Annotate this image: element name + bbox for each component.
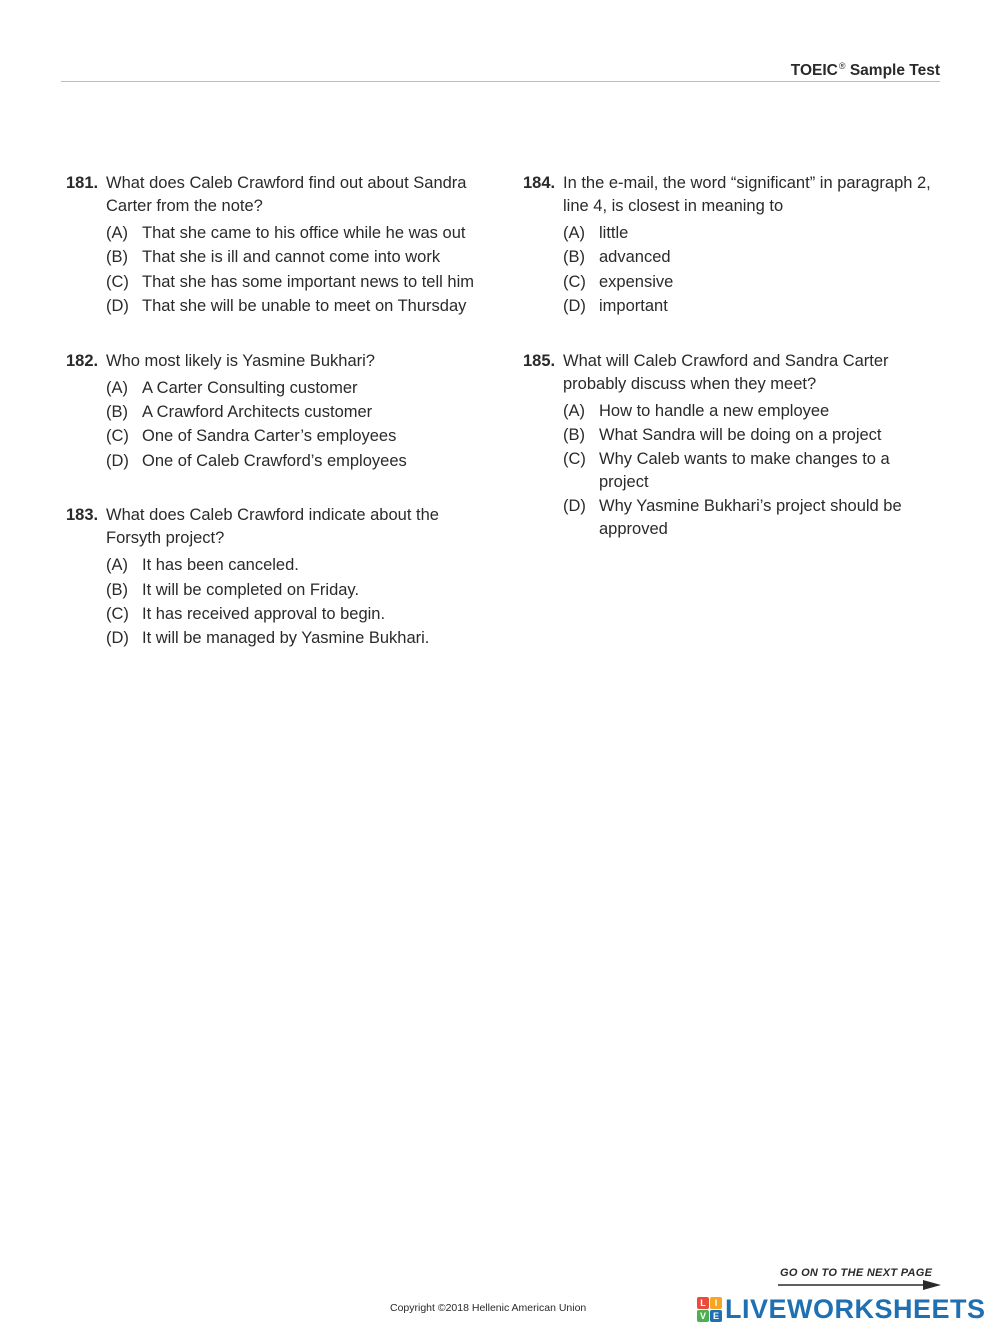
option-letter: (C) bbox=[106, 272, 129, 291]
question-block bbox=[66, 172, 486, 318]
question-number: 183. bbox=[66, 506, 99, 525]
answer-options bbox=[106, 377, 486, 473]
answer-options bbox=[563, 222, 943, 318]
option-letter: (A) bbox=[563, 224, 585, 242]
question-block bbox=[523, 350, 943, 541]
question-stem bbox=[66, 504, 486, 550]
question-text: In the e-mail, the word “significant” in paragraph 2, line 4, is closest in meaning to bbox=[563, 174, 931, 215]
question-number: 184. bbox=[523, 174, 556, 192]
option-letter: (C) bbox=[106, 427, 129, 446]
option-text: It will be completed on Friday. bbox=[142, 580, 360, 599]
question-stem bbox=[523, 172, 943, 218]
option-text: How to handle a new employee bbox=[599, 401, 830, 420]
option-letter: (B) bbox=[106, 248, 128, 267]
answer-option[interactable] bbox=[106, 579, 486, 602]
option-letter: (D) bbox=[563, 497, 586, 516]
logo-letter-e: E bbox=[710, 1310, 722, 1322]
answer-option[interactable] bbox=[106, 627, 486, 650]
next-page-label: GO ON TO THE NEXT PAGE bbox=[780, 1267, 933, 1279]
question-block bbox=[66, 350, 486, 473]
option-letter: (B) bbox=[106, 402, 128, 421]
option-letter: (C) bbox=[563, 272, 586, 291]
question-number: 185. bbox=[523, 351, 556, 370]
question-number: 181. bbox=[66, 174, 99, 192]
option-letter: (D) bbox=[106, 451, 129, 470]
option-text: It has been canceled. bbox=[142, 556, 299, 575]
logo-letter-l: L bbox=[697, 1297, 709, 1309]
option-text: little bbox=[599, 224, 629, 242]
answer-option[interactable] bbox=[106, 222, 486, 245]
option-text: advanced bbox=[599, 248, 671, 267]
question-block bbox=[523, 172, 943, 318]
option-letter: (A) bbox=[106, 378, 128, 397]
option-letter: (D) bbox=[106, 629, 129, 648]
option-letter: (A) bbox=[106, 224, 128, 242]
question-text: What does Caleb Crawford find out about Sandra Carter from the note? bbox=[106, 174, 467, 215]
answer-options bbox=[563, 400, 943, 541]
answer-option[interactable] bbox=[563, 424, 943, 447]
answer-option[interactable] bbox=[106, 401, 486, 424]
registered-mark: ® bbox=[838, 61, 846, 71]
option-text: expensive bbox=[599, 272, 674, 291]
answer-option[interactable] bbox=[106, 295, 486, 318]
option-letter: (B) bbox=[563, 248, 585, 267]
page-header-title bbox=[791, 61, 940, 80]
option-text: Why Caleb wants to make changes to a project bbox=[599, 450, 890, 492]
next-page-arrow-icon bbox=[778, 1279, 943, 1291]
left-question-column bbox=[66, 172, 486, 682]
option-text: It has received approval to begin. bbox=[142, 604, 386, 623]
header-divider bbox=[61, 81, 940, 82]
option-letter: (A) bbox=[563, 401, 585, 420]
option-text: That she is ill and cannot come into work bbox=[142, 248, 441, 267]
question-stem bbox=[66, 172, 486, 218]
option-text: A Crawford Architects customer bbox=[142, 402, 373, 421]
option-text: It will be managed by Yasmine Bukhari. bbox=[142, 629, 430, 648]
logo-letter-v: V bbox=[697, 1310, 709, 1322]
option-letter: (C) bbox=[106, 604, 129, 623]
option-text: important bbox=[599, 296, 668, 315]
option-letter: (D) bbox=[563, 296, 586, 315]
answer-option[interactable] bbox=[563, 495, 943, 541]
question-text: Who most likely is Yasmine Bukhari? bbox=[106, 351, 375, 370]
answer-option[interactable] bbox=[563, 222, 943, 245]
logo-letter-i: I bbox=[710, 1297, 722, 1309]
brand-name: LIVEWORKSHEETS bbox=[725, 1294, 986, 1324]
question-stem bbox=[523, 350, 943, 396]
answer-option[interactable] bbox=[106, 554, 486, 577]
answer-options bbox=[106, 554, 486, 650]
question-stem bbox=[66, 350, 486, 373]
answer-option[interactable] bbox=[106, 246, 486, 269]
option-text: That she came to his office while he was out bbox=[142, 224, 466, 242]
right-question-column bbox=[523, 172, 943, 573]
test-name-suffix: Sample Test bbox=[849, 62, 940, 79]
option-letter: (B) bbox=[563, 425, 585, 444]
question-block bbox=[66, 504, 486, 650]
answer-option[interactable] bbox=[106, 377, 486, 400]
liveworksheets-brand bbox=[697, 1294, 986, 1325]
option-text: That she will be unable to meet on Thursday bbox=[142, 296, 467, 315]
option-letter: (B) bbox=[106, 580, 128, 599]
question-text: What does Caleb Crawford indicate about the Forsyth project? bbox=[106, 506, 439, 548]
question-text: What will Caleb Crawford and Sandra Carter probably discuss when they meet? bbox=[563, 351, 889, 393]
answer-option[interactable] bbox=[106, 450, 486, 473]
question-number: 182. bbox=[66, 351, 99, 370]
answer-options bbox=[106, 222, 486, 318]
option-letter: (A) bbox=[106, 556, 128, 575]
option-text: One of Caleb Crawford’s employees bbox=[142, 451, 407, 470]
answer-option[interactable] bbox=[106, 271, 486, 294]
answer-option[interactable] bbox=[106, 603, 486, 626]
answer-option[interactable] bbox=[106, 425, 486, 448]
answer-option[interactable] bbox=[563, 246, 943, 269]
option-letter: (D) bbox=[106, 296, 129, 315]
answer-option[interactable] bbox=[563, 271, 943, 294]
copyright-notice: Copyright ©2018 Hellenic American Union bbox=[390, 1302, 587, 1314]
liveworksheets-logo-icon bbox=[697, 1297, 722, 1322]
answer-option[interactable] bbox=[563, 295, 943, 318]
option-text: That she has some important news to tell him bbox=[142, 272, 474, 291]
option-text: What Sandra will be doing on a project bbox=[599, 425, 882, 444]
option-letter: (C) bbox=[563, 450, 586, 469]
option-text: One of Sandra Carter’s employees bbox=[142, 427, 397, 446]
answer-option[interactable] bbox=[563, 400, 943, 423]
test-name: TOEIC bbox=[790, 62, 838, 79]
option-text: A Carter Consulting customer bbox=[142, 378, 358, 397]
answer-option[interactable] bbox=[563, 448, 943, 494]
option-text: Why Yasmine Bukhari’s project should be approved bbox=[599, 497, 902, 539]
